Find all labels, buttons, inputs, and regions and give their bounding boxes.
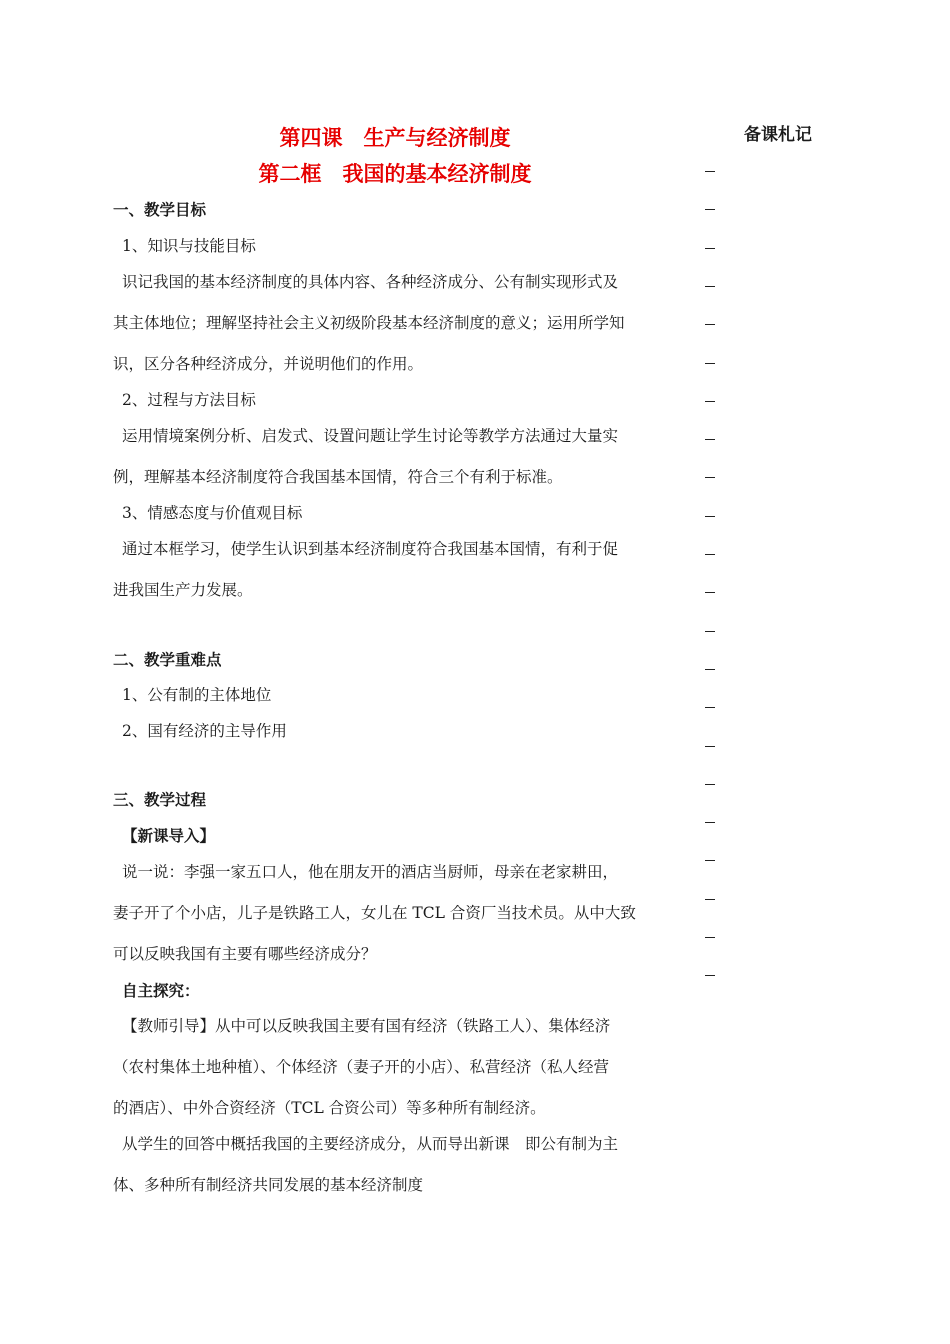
paragraph-line: （农村集体土地种植）、个体经济（妻子开的小店）、私营经济（私人经营 xyxy=(113,1058,610,1076)
paragraph-line: 其主体地位；理解坚持社会主义初级阶段基本经济制度的意义；运用所学知 xyxy=(113,314,625,332)
note-line-mark xyxy=(705,937,715,938)
list-item: 1、知识与技能目标 xyxy=(122,237,256,255)
list-item: 2、国有经济的主导作用 xyxy=(122,722,287,740)
paragraph-line: 从学生的回答中概括我国的主要经济成分，从而导出新课 即公有制为主 xyxy=(122,1135,619,1153)
section-heading: 二、教学重难点 xyxy=(113,651,222,669)
note-line-mark xyxy=(705,477,715,478)
note-line-mark xyxy=(705,975,715,976)
note-line-mark xyxy=(705,899,715,900)
note-line-mark xyxy=(705,784,715,785)
explore-label: 自主探究： xyxy=(122,982,200,1000)
note-line-mark xyxy=(705,592,715,593)
paragraph-line: 体、多种所有制经济共同发展的基本经济制度 xyxy=(113,1176,424,1194)
list-item: 1、公有制的主体地位 xyxy=(122,686,272,704)
intro-label: 【新课导入】 xyxy=(122,827,216,845)
note-line-mark xyxy=(705,439,715,440)
list-item: 3、情感态度与价值观目标 xyxy=(122,504,303,522)
note-line-mark xyxy=(705,324,715,325)
paragraph-line: 例，理解基本经济制度符合我国基本国情，符合三个有利于标准。 xyxy=(113,468,563,486)
lesson-subtitle: 第二框 我国的基本经济制度 xyxy=(258,162,532,186)
note-line-mark xyxy=(705,209,715,210)
note-line-mark xyxy=(705,631,715,632)
note-line-mark xyxy=(705,171,715,172)
paragraph-line: 进我国生产力发展。 xyxy=(113,581,253,599)
note-line-mark xyxy=(705,554,715,555)
paragraph-line: 可以反映我国有主要有哪些经济成分？ xyxy=(113,945,377,963)
paragraph-line: 妻子开了个小店，儿子是铁路工人，女儿在 TCL 合资厂当技术员。从中大致 xyxy=(113,904,636,922)
paragraph-line: 识记我国的基本经济制度的具体内容、各种经济成分、公有制实现形式及 xyxy=(122,273,619,291)
note-line-mark xyxy=(705,822,715,823)
list-item: 2、过程与方法目标 xyxy=(122,391,256,409)
paragraph-line: 运用情境案例分析、启发式、设置问题让学生讨论等教学方法通过大量实 xyxy=(122,427,619,445)
notes-title: 备课札记 xyxy=(744,125,812,145)
note-line-mark xyxy=(705,860,715,861)
note-line-mark xyxy=(705,746,715,747)
note-line-mark xyxy=(705,363,715,364)
section-heading: 一、教学目标 xyxy=(113,201,207,219)
paragraph-line: 说一说：李强一家五口人，他在朋友开的酒店当厨师，母亲在老家耕田， xyxy=(122,863,619,881)
paragraph-line: 识，区分各种经济成分，并说明他们的作用。 xyxy=(113,355,424,373)
lesson-title: 第四课 生产与经济制度 xyxy=(279,126,511,150)
note-line-mark xyxy=(705,669,715,670)
section-heading: 三、教学过程 xyxy=(113,791,207,809)
note-line-mark xyxy=(705,286,715,287)
paragraph-line: 【教师引导】从中可以反映我国主要有国有经济（铁路工人）、集体经济 xyxy=(122,1017,611,1035)
paragraph-line: 通过本框学习，使学生认识到基本经济制度符合我国基本国情，有利于促 xyxy=(122,540,619,558)
paragraph-line: 的酒店）、中外合资经济（TCL 合资公司）等多种所有制经济。 xyxy=(113,1099,546,1117)
note-line-mark xyxy=(705,401,715,402)
note-line-mark xyxy=(705,516,715,517)
note-line-mark xyxy=(705,248,715,249)
note-line-mark xyxy=(705,707,715,708)
